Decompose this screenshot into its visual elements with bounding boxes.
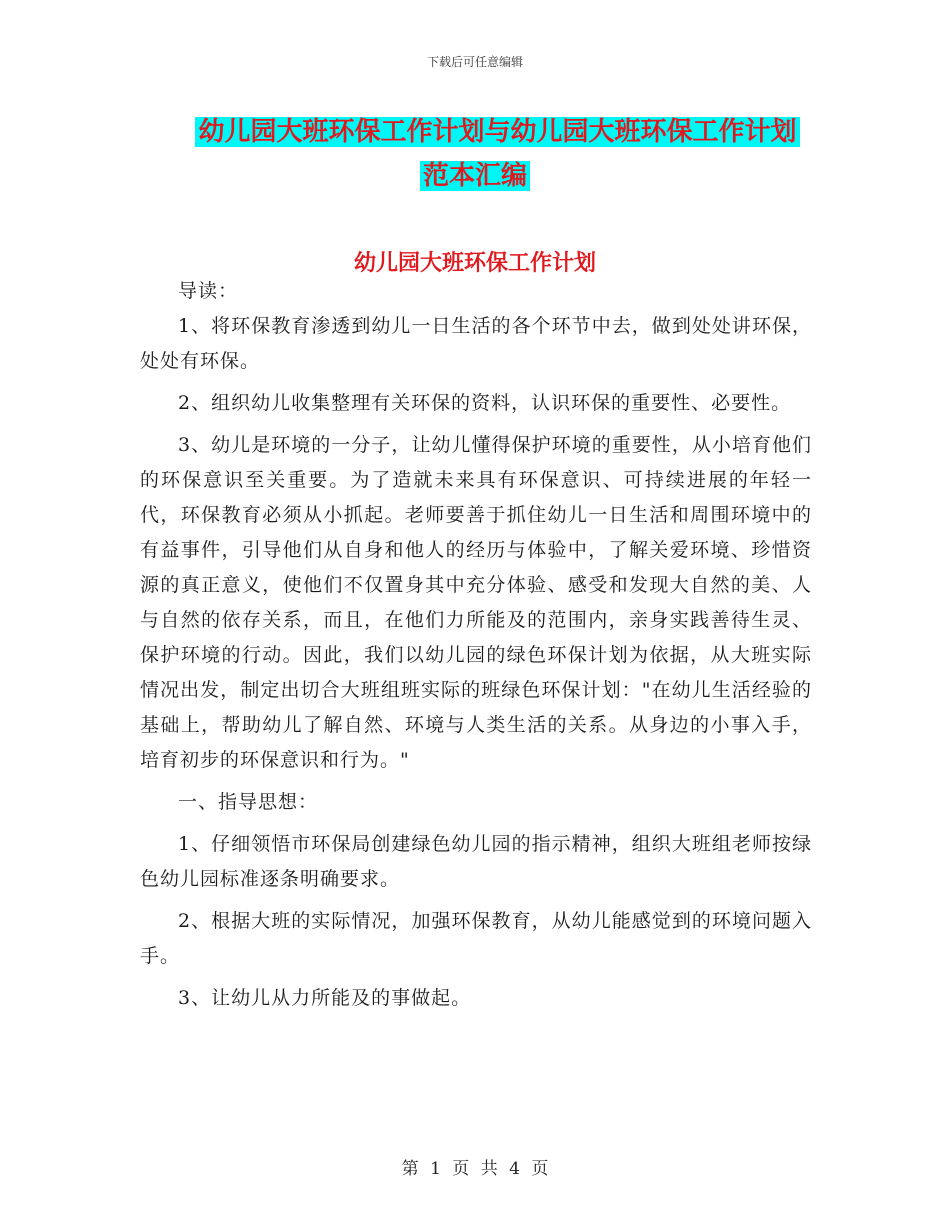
title-line-2: 范本汇编 bbox=[420, 161, 530, 191]
title-line-1: 幼儿园大班环保工作计划与幼儿园大班环保工作计划 bbox=[195, 117, 799, 147]
document-title bbox=[0, 110, 950, 198]
paragraph-1: 1、将环保教育渗透到幼儿一日生活的各个环节中去，做到处处讲环保，处处有环保。 bbox=[140, 315, 812, 372]
paragraph-guiding-3: 3、让幼儿从力所能及的事做起。 bbox=[178, 987, 472, 1009]
paragraph-2: 2、组织幼儿收集整理有关环保的资料，认识环保的重要性、必要性。 bbox=[178, 392, 792, 414]
paragraph-guiding-1: 1、仔细领悟市环保局创建绿色幼儿园的指示精神，组织大班组老师按绿色幼儿园标准逐条明确要求。 bbox=[140, 833, 812, 890]
page-footer: 第 1 页 共 4 页 bbox=[401, 1159, 549, 1179]
paragraph-guiding-heading: 一、指导思想： bbox=[178, 791, 319, 813]
header-note: 下载后可任意编辑 bbox=[426, 55, 523, 69]
paragraph-guiding-2: 2、根据大班的实际情况，加强环保教育，从幼儿能感觉到的环境问题入手。 bbox=[140, 910, 812, 967]
paragraph-intro: 导读： bbox=[178, 280, 239, 302]
body-text bbox=[140, 274, 812, 1023]
paragraph-3: 3、幼儿是环境的一分子，让幼儿懂得保护环境的重要性，从小培育他们的环保意识至关重要。为了造就未来具有环保意识、可持续进展的年轻一代，环保教育必须从小抓起。老师要善于抓住幼儿一日生活和周围环境中的有益事件，引导他们从自身和他人的经历与体验中，了解关爱环境、珍惜资源的真正意义，使他们不仅置身其中充分体验、感受和发现大自然的美、人与自然的依存关系，而且，在他们力所能及的范围内，亲身实践善待生灵、保护环境的行动。因此，我们以幼儿园的绿色环保计划为依据，从大班实际情况出发，制定出切合大班组班实际的班绿色环保计划："在幼儿生活经验的基础上，帮助幼儿了解自然、环境与人类生活的关系。从身边的小事入手，培育初步的环保意识和行为。" bbox=[140, 434, 812, 771]
section-title: 幼儿园大班环保工作计划 bbox=[353, 251, 596, 276]
